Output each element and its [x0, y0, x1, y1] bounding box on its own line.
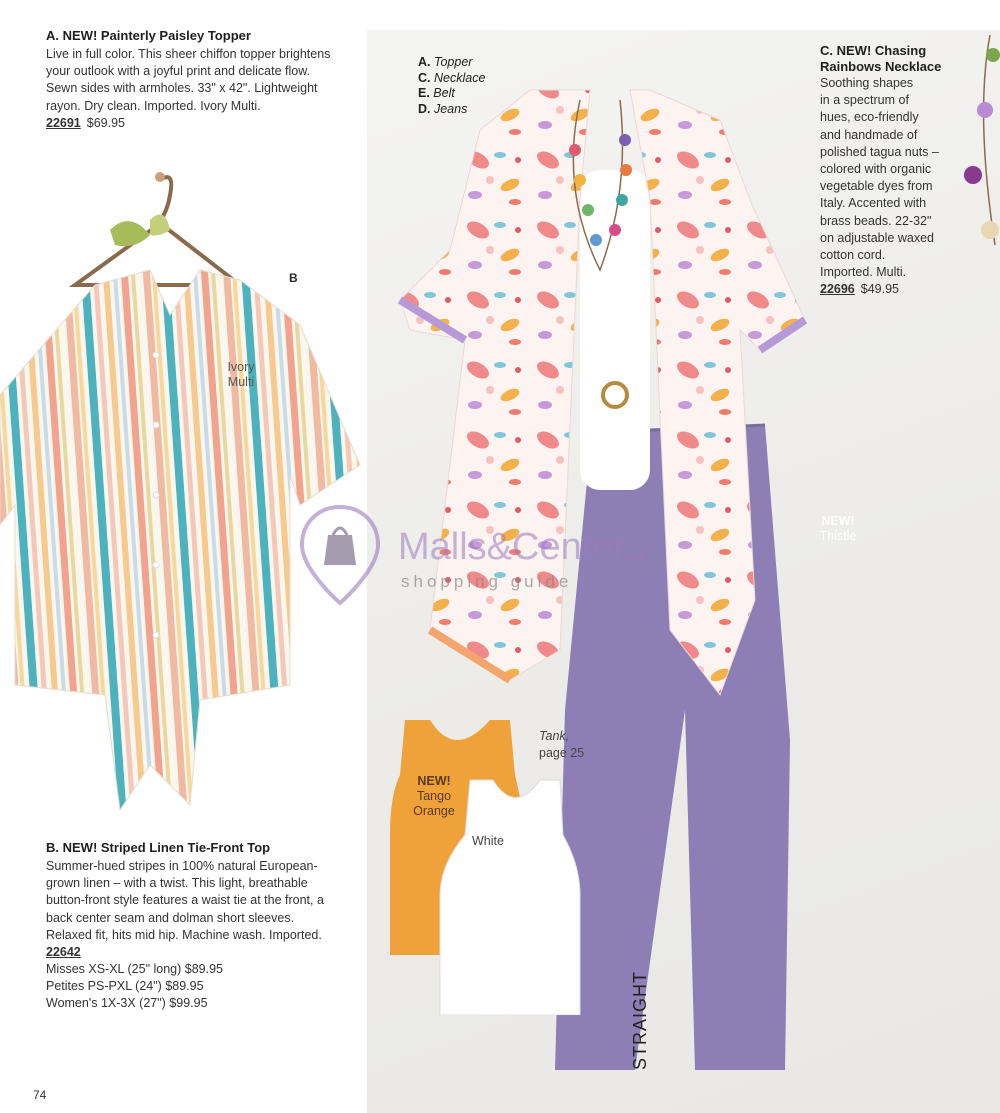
product-b-block — [46, 840, 336, 1012]
product-a-price: $69.95 — [86, 115, 125, 130]
size-row — [46, 961, 336, 978]
product-a-block — [46, 28, 336, 132]
product-c-title-line2: Rainbows Necklace — [820, 59, 942, 74]
watermark — [300, 505, 380, 610]
page-number: 74 — [33, 1088, 47, 1102]
fit-label: STRAIGHT — [630, 970, 650, 1070]
size-row — [46, 978, 336, 995]
tank-reference-line2: page 25 — [539, 746, 585, 760]
jeans-new-tag: NEW! — [821, 514, 855, 528]
product-c-desc-line: polished tagua nuts – — [820, 144, 939, 159]
product-c-desc-line: Imported. Multi. — [820, 265, 907, 280]
size-row — [46, 995, 336, 1012]
orange-tank-color-line1: Tango — [416, 789, 452, 803]
size-price: $89.95 — [184, 962, 223, 977]
white-tank-label: White — [472, 834, 504, 848]
product-c-title-line1: C. NEW! Chasing — [820, 43, 927, 58]
product-c-desc-line: brass beads. 22-32" — [820, 213, 932, 228]
product-c-price-line — [820, 281, 970, 298]
product-c-desc-line: Soothing shapes — [820, 76, 914, 90]
product-b-sku[interactable]: 22642 — [46, 945, 81, 960]
product-a-description: Live in full color. This sheer chiffon topper brightens your outlook with a joyful print and delicate flow. Sewn sides with armholes. 33" x 42". Lightweight rayon. Dry clean. Imported. Ivory Multi. — [46, 47, 331, 113]
outfit-key-item: A. Topper — [418, 55, 473, 69]
jeans-color: Thistle — [819, 529, 857, 543]
product-b-marker: B — [289, 271, 298, 285]
size-label: Women's 1X-3X (27") — [46, 996, 166, 1011]
tank-reference-line1: Tank, — [539, 729, 570, 743]
product-c-desc-line: Italy. Accented with — [820, 196, 927, 211]
product-b-description: Summer-hued stripes in 100% natural European-grown linen – with a twist. This light, breathable button-front style features a waist tie at the front, a back center seam and dolman short sleeves. Relaxed fit, hits mid hip. Machine wash. Imported. — [46, 859, 324, 942]
product-c-price: $49.95 — [860, 282, 899, 297]
jeans-label — [808, 514, 868, 544]
product-a-price-line — [46, 115, 336, 132]
product-c-desc-line: colored with organic — [820, 162, 932, 177]
striped-shirt-image — [0, 165, 365, 815]
product-c-desc-line: hues, eco-friendly — [820, 110, 919, 125]
location-pin-icon — [300, 505, 380, 605]
product-c-sku[interactable]: 22696 — [820, 282, 855, 297]
product-a-title: A. NEW! Painterly Paisley Topper — [46, 28, 251, 43]
orange-tank-new-tag: NEW! — [417, 774, 451, 788]
product-b-sku-line — [46, 944, 336, 961]
outfit-key-item: D. Jeans — [418, 101, 468, 116]
watermark-subtitle: shopping guide — [401, 572, 573, 591]
product-c-desc-line: and handmade of — [820, 127, 918, 142]
product-c-desc-line: on adjustable waxed — [820, 230, 934, 245]
product-b-color-label: Ivory Multi — [227, 360, 255, 389]
product-c-block — [820, 43, 970, 298]
orange-tank-color-line2: Orange — [413, 804, 455, 818]
product-c-desc-line: in a spectrum of — [820, 93, 909, 108]
watermark-text: Malls&Centers — [398, 526, 646, 568]
size-label: Petites PS-PXL (24") — [46, 979, 162, 994]
size-label: Misses XS-XL (25" long) — [46, 962, 182, 977]
product-b-title: B. NEW! Striped Linen Tie-Front Top — [46, 840, 271, 855]
product-a-sku[interactable]: 22691 — [46, 115, 81, 130]
product-c-desc-line: vegetable dyes from — [820, 179, 933, 194]
size-price: $89.95 — [165, 979, 204, 994]
tank-reference — [539, 728, 584, 762]
necklace-detail-image — [955, 35, 1000, 255]
size-price: $99.95 — [169, 996, 208, 1011]
outfit-key-item: C. Necklace — [418, 70, 486, 85]
product-c-desc-line: cotton cord. — [820, 248, 886, 263]
orange-tank-label — [404, 774, 464, 819]
outfit-key-item: E. Belt — [418, 86, 455, 100]
